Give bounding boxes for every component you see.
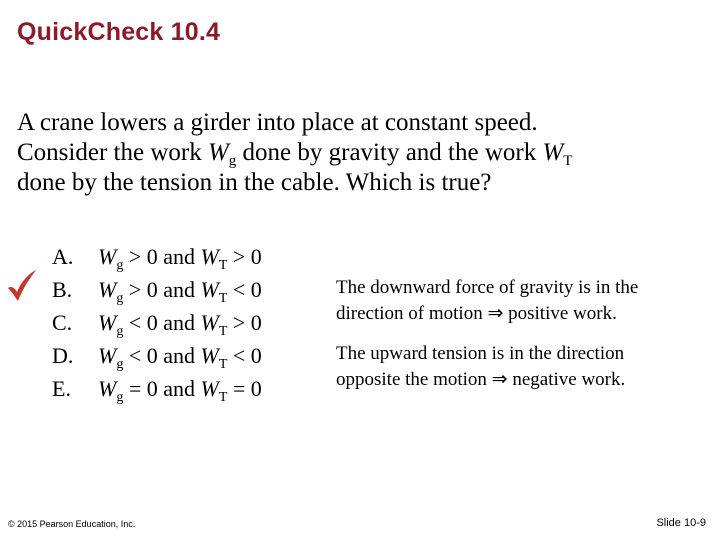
explanation-gravity-line-2: direction of motion ⇒ positive work. — [336, 303, 617, 324]
choice-a[interactable]: A. $W_g > 0$ and $W_T > 0$ — [52, 244, 262, 273]
slide-number: Slide 10-9 — [656, 517, 706, 529]
explanation-gravity-line-1: The downward force of gravity is in the — [336, 277, 639, 298]
explanation-gravity — [336, 275, 706, 327]
answer-choices — [52, 240, 262, 405]
choice-c[interactable]: C. $W_g < 0$ and $W_T > 0$ — [52, 310, 262, 339]
explanation-tension-line-2: opposite the motion ⇒ negative work. — [336, 369, 626, 390]
question-line-2: Consider the work $W_g$ done by gravity and the work $W_T$ — [17, 139, 573, 169]
explanation-tension — [336, 341, 706, 393]
copyright-notice: © 2015 Pearson Education, Inc. — [8, 519, 136, 529]
choice-d[interactable]: D. $W_g < 0$ and $W_T < 0$ — [52, 343, 262, 372]
slide-title: QuickCheck 10.4 — [17, 18, 221, 46]
question-line-1: A crane lowers a girder into place at constant speed. — [17, 109, 538, 136]
question-line-3: done by the tension in the cable. Which is true? — [17, 169, 492, 196]
choice-e[interactable]: E. $W_g = 0$ and $W_T = 0$ — [52, 376, 262, 405]
choice-b[interactable]: B. $W_g > 0$ and $W_T < 0$ — [52, 277, 262, 306]
explanation-tension-line-1: The upward tension is in the direction — [336, 343, 625, 364]
question-text — [17, 108, 697, 198]
checkmark-icon — [6, 269, 38, 303]
